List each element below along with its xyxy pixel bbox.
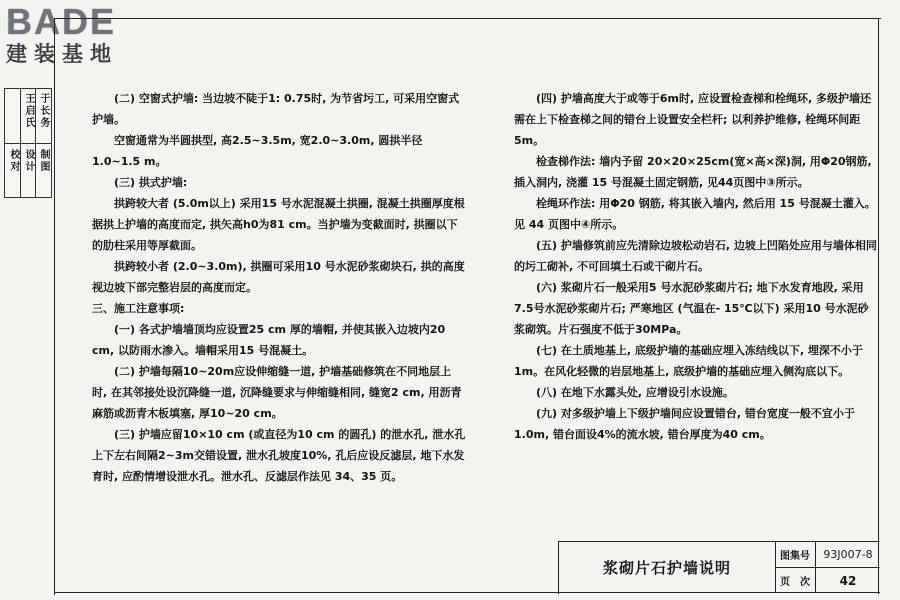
stamp-label-check: 校对 <box>8 149 19 173</box>
atlas-number-label: 图集号 <box>775 542 816 567</box>
logo-latin-text: BADE <box>6 1 117 42</box>
right-para: (七) 在土质地基上, 底级护墙的基础应埋入冻结线以下, 埋深不小于1m。在风化轻微的岩层地基上, 底级护墙的基础应埋入侧沟底以下。 <box>514 344 863 378</box>
atlas-number-row <box>775 542 880 568</box>
left-para: 拱跨较大者 (5.0m以上) 采用15 号水泥混凝土拱圈, 混凝土拱圈厚度根据拱上护墙的高度而定, 拱矢高h0为81 cm。当护墙为变截面时, 拱圈以下的肋柱采用等厚截面。 <box>92 197 465 252</box>
left-para: (一) 各式护墙墙顶均应设置25 cm 厚的墙帽, 并使其嵌入边坡内20 cm, 以防雨水渗入。墙帽采用15 号混凝土。 <box>92 323 446 357</box>
right-text-column <box>514 88 878 445</box>
right-para: (九) 对多级护墙上下级护墙间应设置错台, 错台宽度一般不宜小于1.0m, 错台面设4%的流水坡, 错台厚度为40 cm。 <box>514 407 855 441</box>
title-block <box>558 541 880 594</box>
approval-stamp <box>4 88 52 198</box>
atlas-number-value: 93J007-8 <box>823 548 873 561</box>
right-para: (五) 护墙修筑前应先清除边坡松动岩石, 边坡上凹陷处应用与墙体相同的圬工砌补, 不可回填土石或干砌片石。 <box>514 239 877 273</box>
right-para: (四) 护墙高度大于或等于6m时, 应设置检查梯和栓绳环, 多级护墙还需在上下检查梯之间的错台上设置安全栏杆; 以利养护维修, 栓绳环间距5m。 <box>514 92 872 147</box>
left-para: (三) 拱式护墙: <box>114 176 188 189</box>
left-para: (三) 护墙应留10×10 cm (或直径为10 cm 的圆孔) 的泄水孔, 泄水孔上下左右间隔2~3m交错设置, 泄水孔坡度10%, 孔后应设反滤层, 地下水发育时, 应酌情增设泄水孔。泄水孔、反滤层作法见 34、35 页。 <box>92 428 466 483</box>
stamp-label-draw: 制图 <box>38 149 49 173</box>
left-para: 空窗通常为半圆拱型, 高2.5~3.5m, 宽2.0~3.0m, 圆拱半径1.0~1.5 m。 <box>92 134 423 168</box>
frame-right-edge <box>878 18 879 594</box>
right-para: 检查梯作法: 墙内予留 20×20×25cm(宽×高×深)洞, 用Φ20钢筋, 插入洞内, 浇灌 15 号混凝土固定钢筋, 见44页图中③所示。 <box>514 155 872 189</box>
left-para: 拱跨较小者 (2.0~3.0m), 拱圈可采用10 号水泥砂浆砌块石, 拱的高度视边坡下部完整岩层的高度而定。 <box>92 260 465 294</box>
drawing-title: 浆砌片石护墙说明 <box>559 542 776 593</box>
right-para: (六) 浆砌片石一般采用5 号水泥砂浆砌片石; 地下水发育地段, 采用7.5号水泥砂浆砌片石; 严寒地区 (气温在- 15℃以下) 采用10 号水泥砂浆砌筑。片石强度不低于30MPa。 <box>514 281 869 336</box>
left-text-column <box>92 88 466 487</box>
right-para: (八) 在地下水露头处, 应增设引水设施。 <box>536 386 734 399</box>
right-para: 栓绳环作法: 用Φ20 钢筋, 将其嵌入墙内, 然后用 15 号混凝土灌入。见 44 页图中④所示。 <box>514 197 876 231</box>
left-para: (二) 空窗式护墙: 当边坡不陡于1: 0.75时, 为节省圬工, 可采用空窗式护墙。 <box>92 92 460 126</box>
page-number-value: 42 <box>839 573 857 588</box>
stamp-name-2: 于长务 <box>38 93 49 129</box>
stamp-name-1: 王启氏 <box>23 93 34 129</box>
left-para: (二) 护墙每隔10~20m应设伸缩缝一道, 护墙基础修筑在不同地层上时, 在其邻接处设沉降缝一道, 沉降缝要求与伸缩缝相同, 缝宽2 cm, 用沥青麻筋或沥青木板填塞, 厚10~20 cm。 <box>92 365 462 420</box>
page-number-label: 页 次 <box>775 568 816 593</box>
page-number-row <box>775 568 880 593</box>
logo-chinese-text: 建装基地 <box>6 42 118 66</box>
stamp-label-design: 设计 <box>23 149 34 173</box>
left-section-heading: 三、施工注意事项: <box>92 302 185 315</box>
